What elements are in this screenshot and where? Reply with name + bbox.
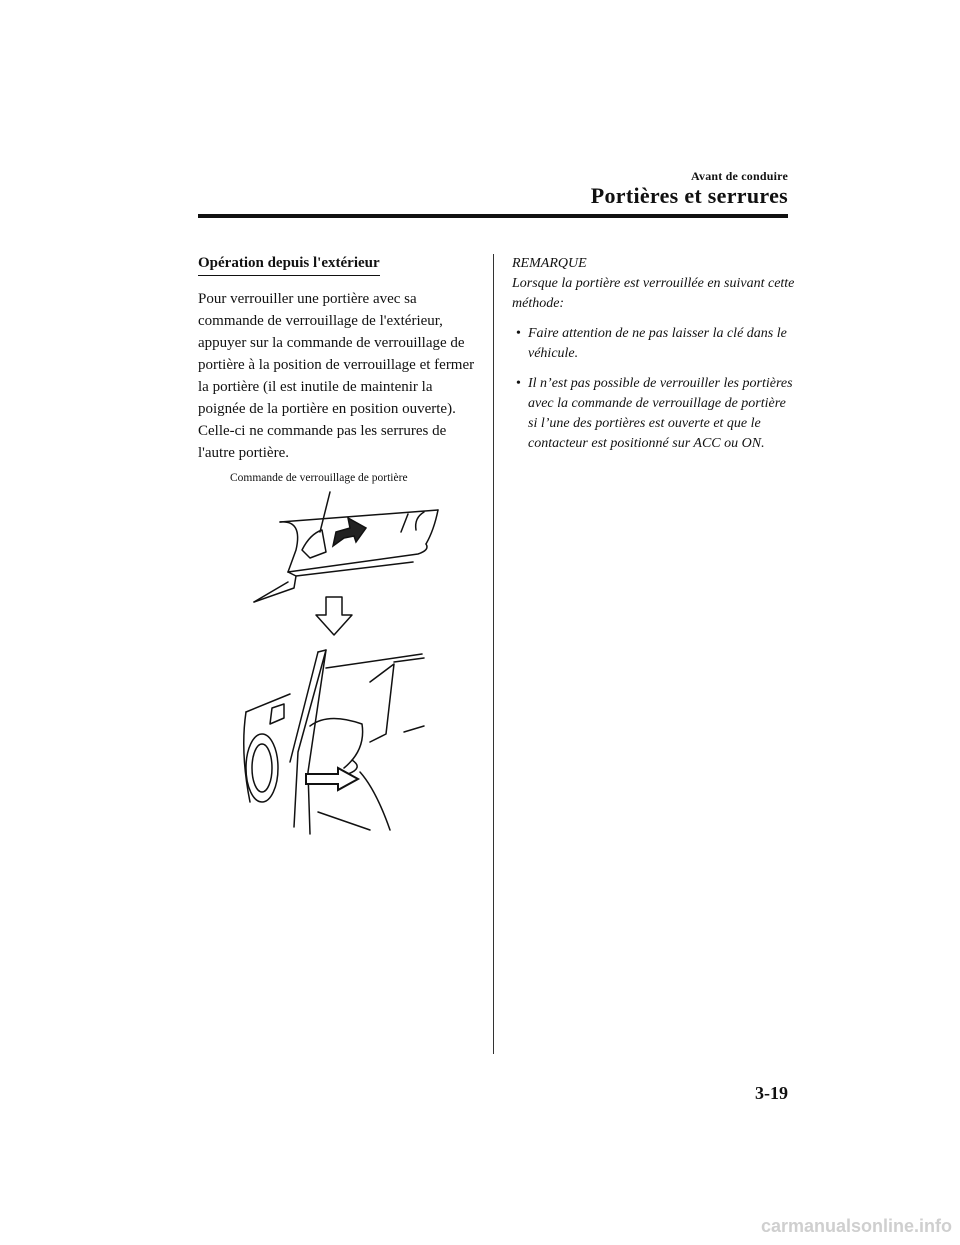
note-bullet-1 — [512, 324, 797, 364]
page-title: Portières et serrures — [590, 183, 788, 208]
chapter-label: Avant de conduire — [691, 169, 788, 183]
left-column — [198, 254, 478, 464]
note-bullet-2 — [512, 374, 797, 454]
paragraph-2: Celle-ci ne commande pas les serrures de l'autre portière. — [198, 423, 447, 461]
bullet-dot: • — [516, 326, 521, 341]
bullet-dot: • — [516, 376, 521, 391]
lock-direction-arrow — [333, 518, 366, 546]
note-bullets — [512, 324, 797, 454]
note-title: REMARQUE — [512, 256, 587, 271]
note-box — [512, 254, 797, 464]
door-lock-illustration-drawing — [198, 472, 478, 842]
door-lock-illustration — [198, 472, 478, 842]
bullet-text: Faire attention de ne pas laisser la clé dans le véhicule. — [528, 326, 787, 361]
page-number: 3-19 — [755, 1083, 788, 1103]
note-text: Lorsque la portière est verrouillée en suivant cette méthode: — [512, 276, 795, 311]
column-divider — [493, 254, 494, 1054]
close-direction-arrow — [306, 768, 358, 790]
paragraph-1: Pour verrouiller une portière avec sa commande de verrouillage de l'extérieur, appuyer sur la commande de verrouillage de portière à la position de verrouillage et fermer la portière (il est inutile de maintenir la poignée de la portière en position ouverte). — [198, 291, 475, 417]
section-title: Opération depuis l'extérieur — [198, 255, 380, 276]
header-rule — [198, 214, 788, 218]
figure-label: Commande de verrouillage de portière — [230, 472, 408, 484]
bullet-text: Il n’est pas possible de verrouiller les portières avec la commande de verrouillage de portière si l’une des portières est ouverte et que le contacteur est positionné sur ACC ou ON. — [528, 376, 793, 451]
watermark: carmanualsonline.info — [760, 1216, 952, 1236]
